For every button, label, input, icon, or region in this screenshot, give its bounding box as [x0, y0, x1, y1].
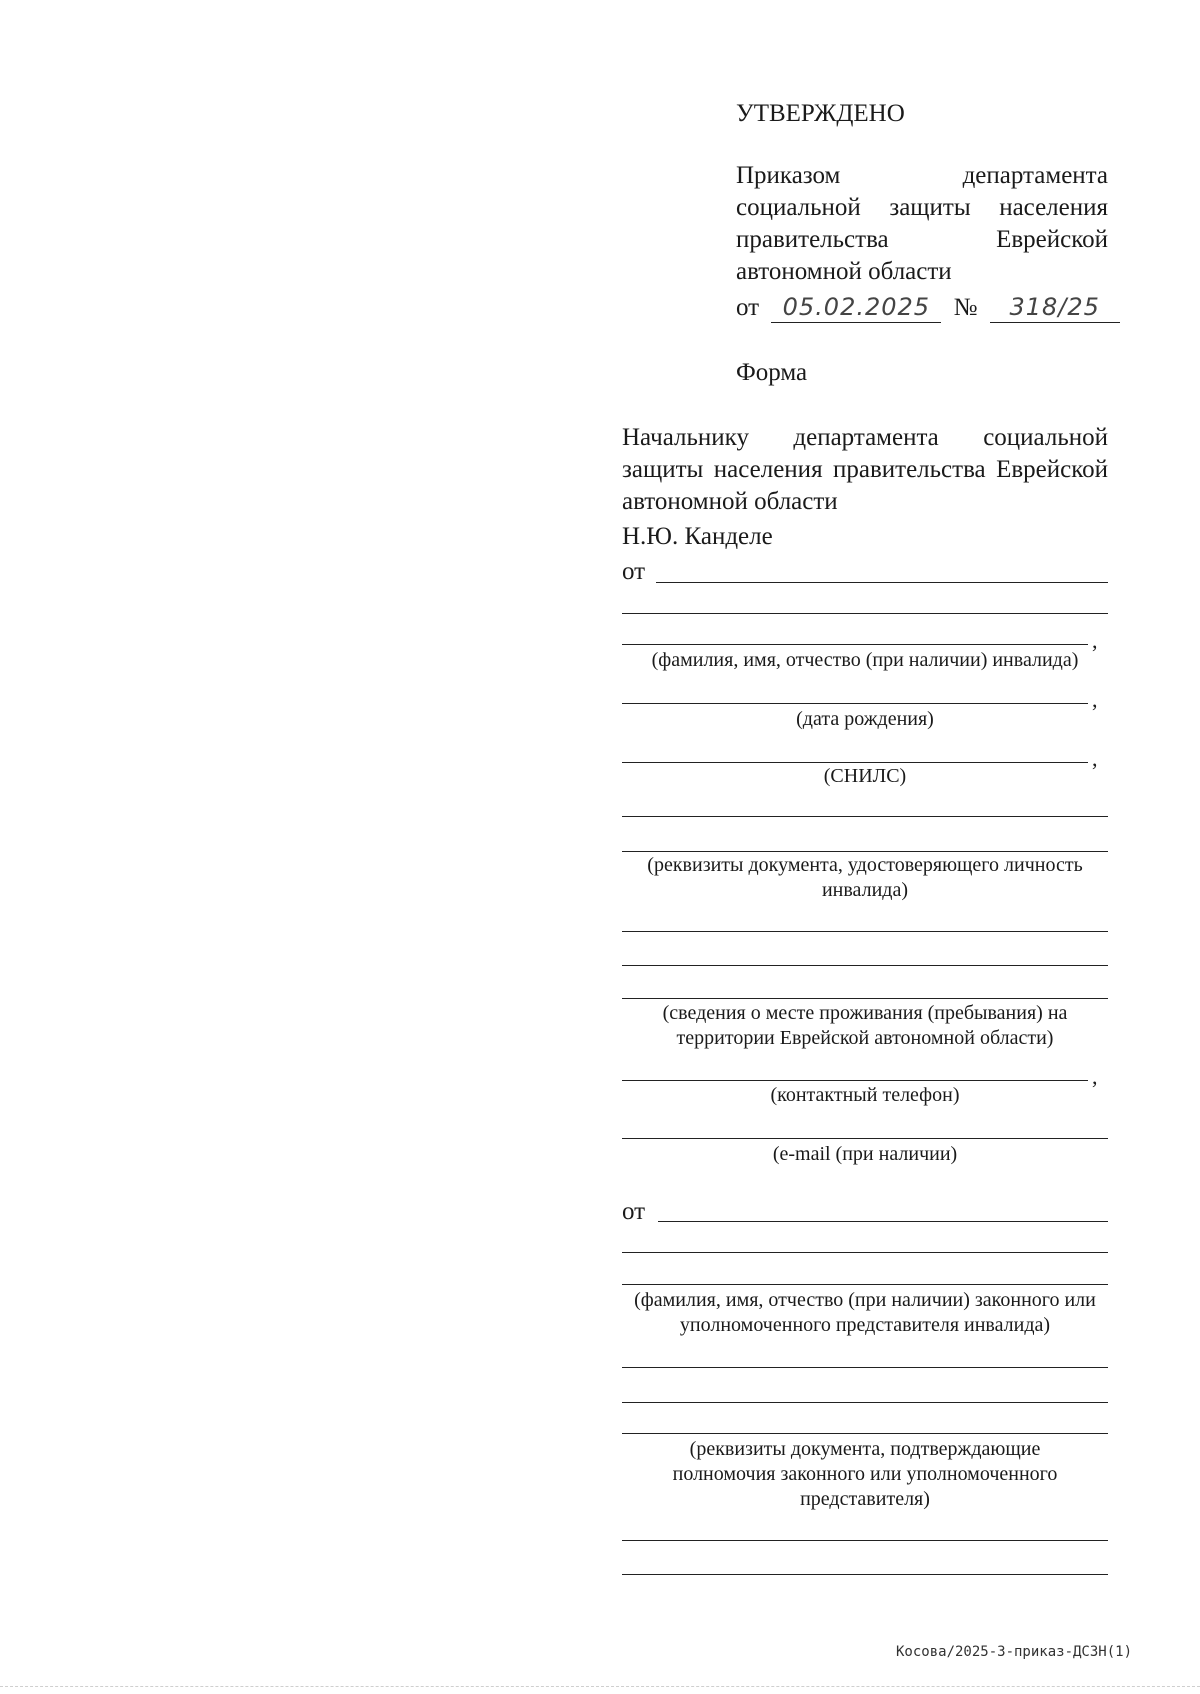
representative-fio-line-3[interactable] — [622, 1284, 1108, 1285]
representative-fio-line-1[interactable] — [658, 1221, 1108, 1222]
representative-fio-caption: (фамилия, имя, отчество (при наличии) законного или уполномоченного представителя инвалида) — [634, 1289, 1096, 1336]
applicant-birth-line[interactable] — [622, 703, 1088, 704]
applicant-residence-caption: (сведения о месте проживания (пребывания) на территории Еврейской автономной области) — [662, 1002, 1068, 1049]
applicant-email-caption: (e-mail (при наличии) — [772, 1143, 958, 1165]
applicant-snils-line[interactable] — [622, 762, 1088, 763]
applicant-birth-comma: , — [1092, 687, 1098, 712]
approval-number-sign: № — [953, 294, 978, 321]
representative-docs-caption: (реквизиты документа, подтверждающие полномочия законного или уполномоченного представителя) — [672, 1438, 1058, 1510]
scan-edge-divider — [0, 1686, 1200, 1687]
applicant-id-doc-line-2[interactable] — [622, 851, 1108, 852]
approval-date-line — [736, 292, 1108, 324]
applicant-residence-line-3[interactable] — [622, 998, 1108, 999]
applicant-residence-line-1[interactable] — [622, 931, 1108, 932]
form-label: Форма — [736, 359, 808, 386]
approval-date-value: 05.02.2025 — [782, 293, 931, 321]
applicant-fio-comma: , — [1092, 628, 1098, 653]
addressee-text: Начальнику департамента социальной защиты населения правительства Еврейской автономной области — [622, 424, 1108, 515]
applicant-snils-caption: (СНИЛС) — [823, 765, 907, 787]
applicant-phone-caption: (контактный телефон) — [770, 1084, 960, 1106]
addressee-name: Н.Ю. Канделе — [622, 523, 773, 550]
approval-number-field[interactable] — [990, 292, 1120, 323]
applicant-from-label: от — [622, 558, 646, 585]
approval-date-field[interactable] — [771, 292, 941, 323]
applicant-residence-line-2[interactable] — [622, 965, 1108, 966]
applicant-fio-line-2[interactable] — [622, 613, 1108, 614]
applicant-birth-caption: (дата рождения) — [796, 708, 934, 730]
applicant-snils-comma: , — [1092, 746, 1098, 771]
approval-date-prefix: от — [736, 294, 760, 321]
applicant-id-doc-line-1[interactable] — [622, 816, 1108, 817]
applicant-fio-line-3[interactable] — [622, 644, 1088, 645]
representative-docs-line-2[interactable] — [622, 1402, 1108, 1403]
applicant-fio-caption: (фамилия, имя, отчество (при наличии) инвалида) — [651, 649, 1079, 671]
applicant-email-line[interactable] — [622, 1138, 1108, 1139]
approval-order-text: Приказом департамента социальной защиты населения правительства Еврейской автономной области — [736, 162, 1108, 285]
applicant-id-doc-caption: (реквизиты документа, удостоверяющего личность инвалида) — [647, 854, 1083, 901]
applicant-fio-line-1[interactable] — [656, 582, 1108, 583]
representative-docs-line-1[interactable] — [622, 1367, 1108, 1368]
representative-from-label: от — [622, 1198, 646, 1225]
applicant-phone-comma: , — [1092, 1064, 1098, 1089]
representative-docs-line-5[interactable] — [622, 1574, 1108, 1575]
representative-docs-line-4[interactable] — [622, 1540, 1108, 1541]
representative-docs-line-3[interactable] — [622, 1433, 1108, 1434]
approval-number-value: 318/25 — [1009, 293, 1100, 321]
applicant-phone-line[interactable] — [622, 1080, 1088, 1081]
document-code: Косова/2025-3-приказ-ДСЗН(1) — [896, 1644, 1133, 1660]
approval-title: УТВЕРЖДЕНО — [736, 100, 905, 127]
representative-fio-line-2[interactable] — [622, 1252, 1108, 1253]
